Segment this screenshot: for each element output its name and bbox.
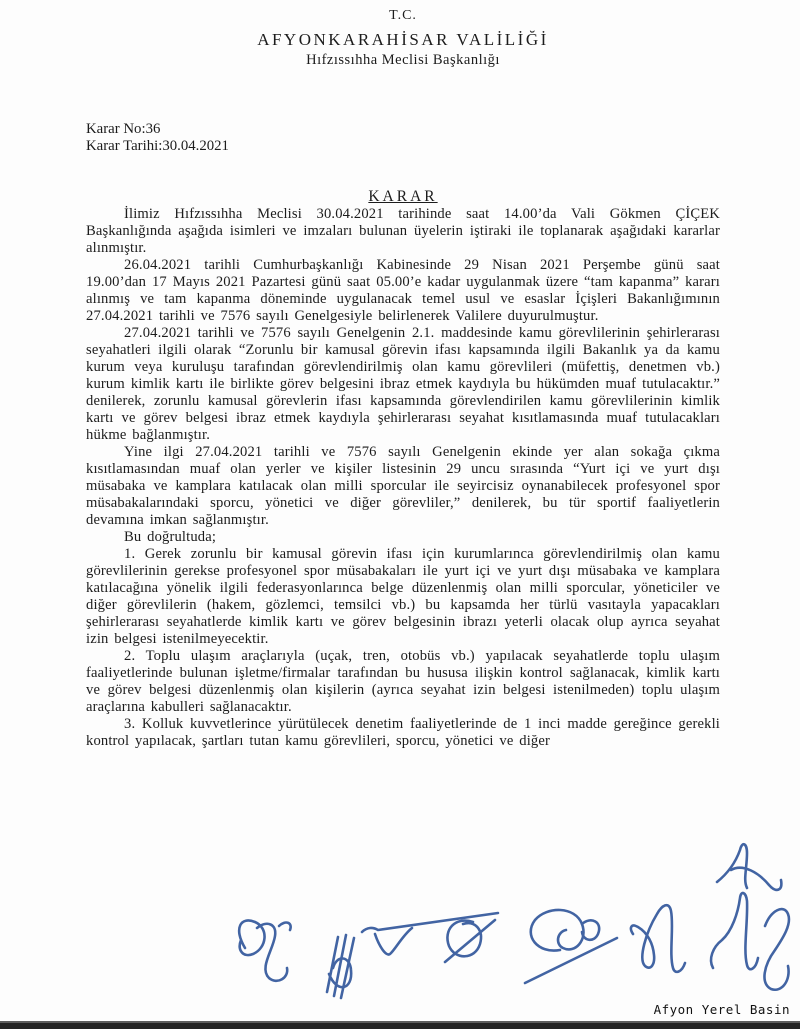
document-header <box>86 0 720 69</box>
signature-ink-2 <box>327 935 354 998</box>
decision-item-1: 1. Gerek zorunlu bir kamusal görevin ifası için kurumlarınca görevlendirilmiş olan kamu görevlilerinin gerekse profesyonel spor müsabakaları ile yurt içi ve yurt dışı müsabaka ve kamplara katılacağına yönelik ilgili federasyonlarınca belge düzenlenmiş olan milli sporcular, yöneticiler ve diğer görevlilerin (hakem, gözlemci, temsilci vb.) bu kapsamda her türlü vasıtayla yapacakları şehirlerarası seyahatlerde kimlik kartı ve görev belgesinin ibrazı yeterli olacak olup ayrıca seyahat izin belgesi istenilmeyecektir. <box>86 546 720 647</box>
authority-line: AFYONKARAHİSAR VALİLİĞİ <box>257 30 549 49</box>
decision-date: Karar Tarihi:30.04.2021 <box>86 138 229 154</box>
paragraph-bu-dogrultuda: Bu doğrultuda; <box>124 529 217 545</box>
decision-item-2: 2. Toplu ulaşım araçlarıyla (uçak, tren, otobüs vb.) yapılacak seyahatlerde toplu ulaşım faaliyetlerinde bulunan işletme/firmalar tarafından bu hususa ilişkin kontrol sağlanacak, kimlik kartı ve görev belgesi düzenlenmiş olan kişilerin (ayrıca seyahat izin belgesi istenilmeden) toplu ulaşım araçlarına kabulleri sağlanacaktır. <box>86 648 720 715</box>
signature-block <box>205 828 800 1010</box>
paragraph-intro: İlimiz Hıfzıssıhha Meclisi 30.04.2021 tarihinde saat 14.00’da Vali Gökmen ÇİÇEK Başkanlığında aşağıda isimleri ve imzaları bulunan üyelerin iştiraki ile toplanarak aşağıdaki kararlar alınmıştır. <box>86 206 720 256</box>
bottom-scan-bar <box>0 1021 800 1029</box>
signature-ink-5 <box>525 910 617 983</box>
signature-ink-1 <box>239 920 291 980</box>
press-credit: Afyon Yerel Basin <box>653 1002 790 1017</box>
signature-ink-3 <box>362 913 498 954</box>
signature-ink-9 <box>717 844 781 890</box>
signature-ink-7 <box>711 893 758 969</box>
decision-item-3: 3. Kolluk kuvvetlerince yürütülecek denetim faaliyetlerinde de 1 inci madde gereğince gerekli kontrol yapılacak, şartları tutan kamu görevlileri, sporcu, yönetici ve diğer <box>86 716 720 749</box>
signature-ink-6 <box>631 905 685 972</box>
decision-meta <box>86 121 720 155</box>
paragraph-exemption-list: Yine ilgi 27.04.2021 tarihli ve 7576 sayılı Genelgenin ekinde yer alan sokağa çıkma kısıtlamasından muaf olan yerler ve kişiler listesinin 29 uncu sırasında “Yurt içi ve yurt dışı müsabaka ve kamplara katılacak olan milli sporcular ile seyircisiz oynanabilecek profesyonel spor müsabakalarındaki sporcu, yönetici ve diğer görevliler,” denilerek, bu tür sportif faaliyetlerin devamına imkan sağlanmıştır. <box>86 444 720 528</box>
document-body <box>86 206 720 750</box>
decision-number: Karar No:36 <box>86 121 161 137</box>
paragraph-circular-article: 27.04.2021 tarihli ve 7576 sayılı Genelgenin 2.1. maddesinde kamu görevlilerinin şehirlerarası seyahatleri ilgili olarak “Zorunlu bir kamusal görevin ifası kapsamında ilgili Bakanlık ya da kamu kurum veya kuruluşu tarafından görevlendirilmiş olan kamu görevlileri (müfettiş, denetmen vb.) kurum kimlik kartı ile birlikte görev belgesini ibraz etmek kaydıyla bu hükümden muaf tutulacaktır.” denilerek, zorunlu kamusal görevlerin ifası kapsamında görevlendirilen kamu görevlilerinin kimlik kartı ve görev belgesi ibraz etmek kaydıyla şehirlerarası seyahat kısıtlamasında muaf tutulacakları hükme bağlanmıştır. <box>86 325 720 443</box>
department-line: Hıfzıssıhha Meclisi Başkanlığı <box>306 52 500 68</box>
paragraph-cabinet-decision: 26.04.2021 tarihli Cumhurbaşkanlığı Kabinesinde 29 Nisan 2021 Perşembe günü saat 19.00’dan 17 Mayıs 2021 Pazartesi günü saat 05.00’e kadar uygulanmak üzere “tam kapanma” kararı alınmış ve tam kapanma döneminde uygulanacak temel usul ve esaslar İçişleri Bakanlığımının 27.04.2021 tarihli ve 7576 sayılı Genelgesiyle belirlenerek Valilere duyurulmuştur. <box>86 257 720 324</box>
document-title: KARAR <box>368 188 438 205</box>
republic-line: T.C. <box>389 8 417 23</box>
signature-ink-8 <box>764 909 788 990</box>
document-content <box>86 0 720 750</box>
signature-ink-4 <box>445 920 495 962</box>
